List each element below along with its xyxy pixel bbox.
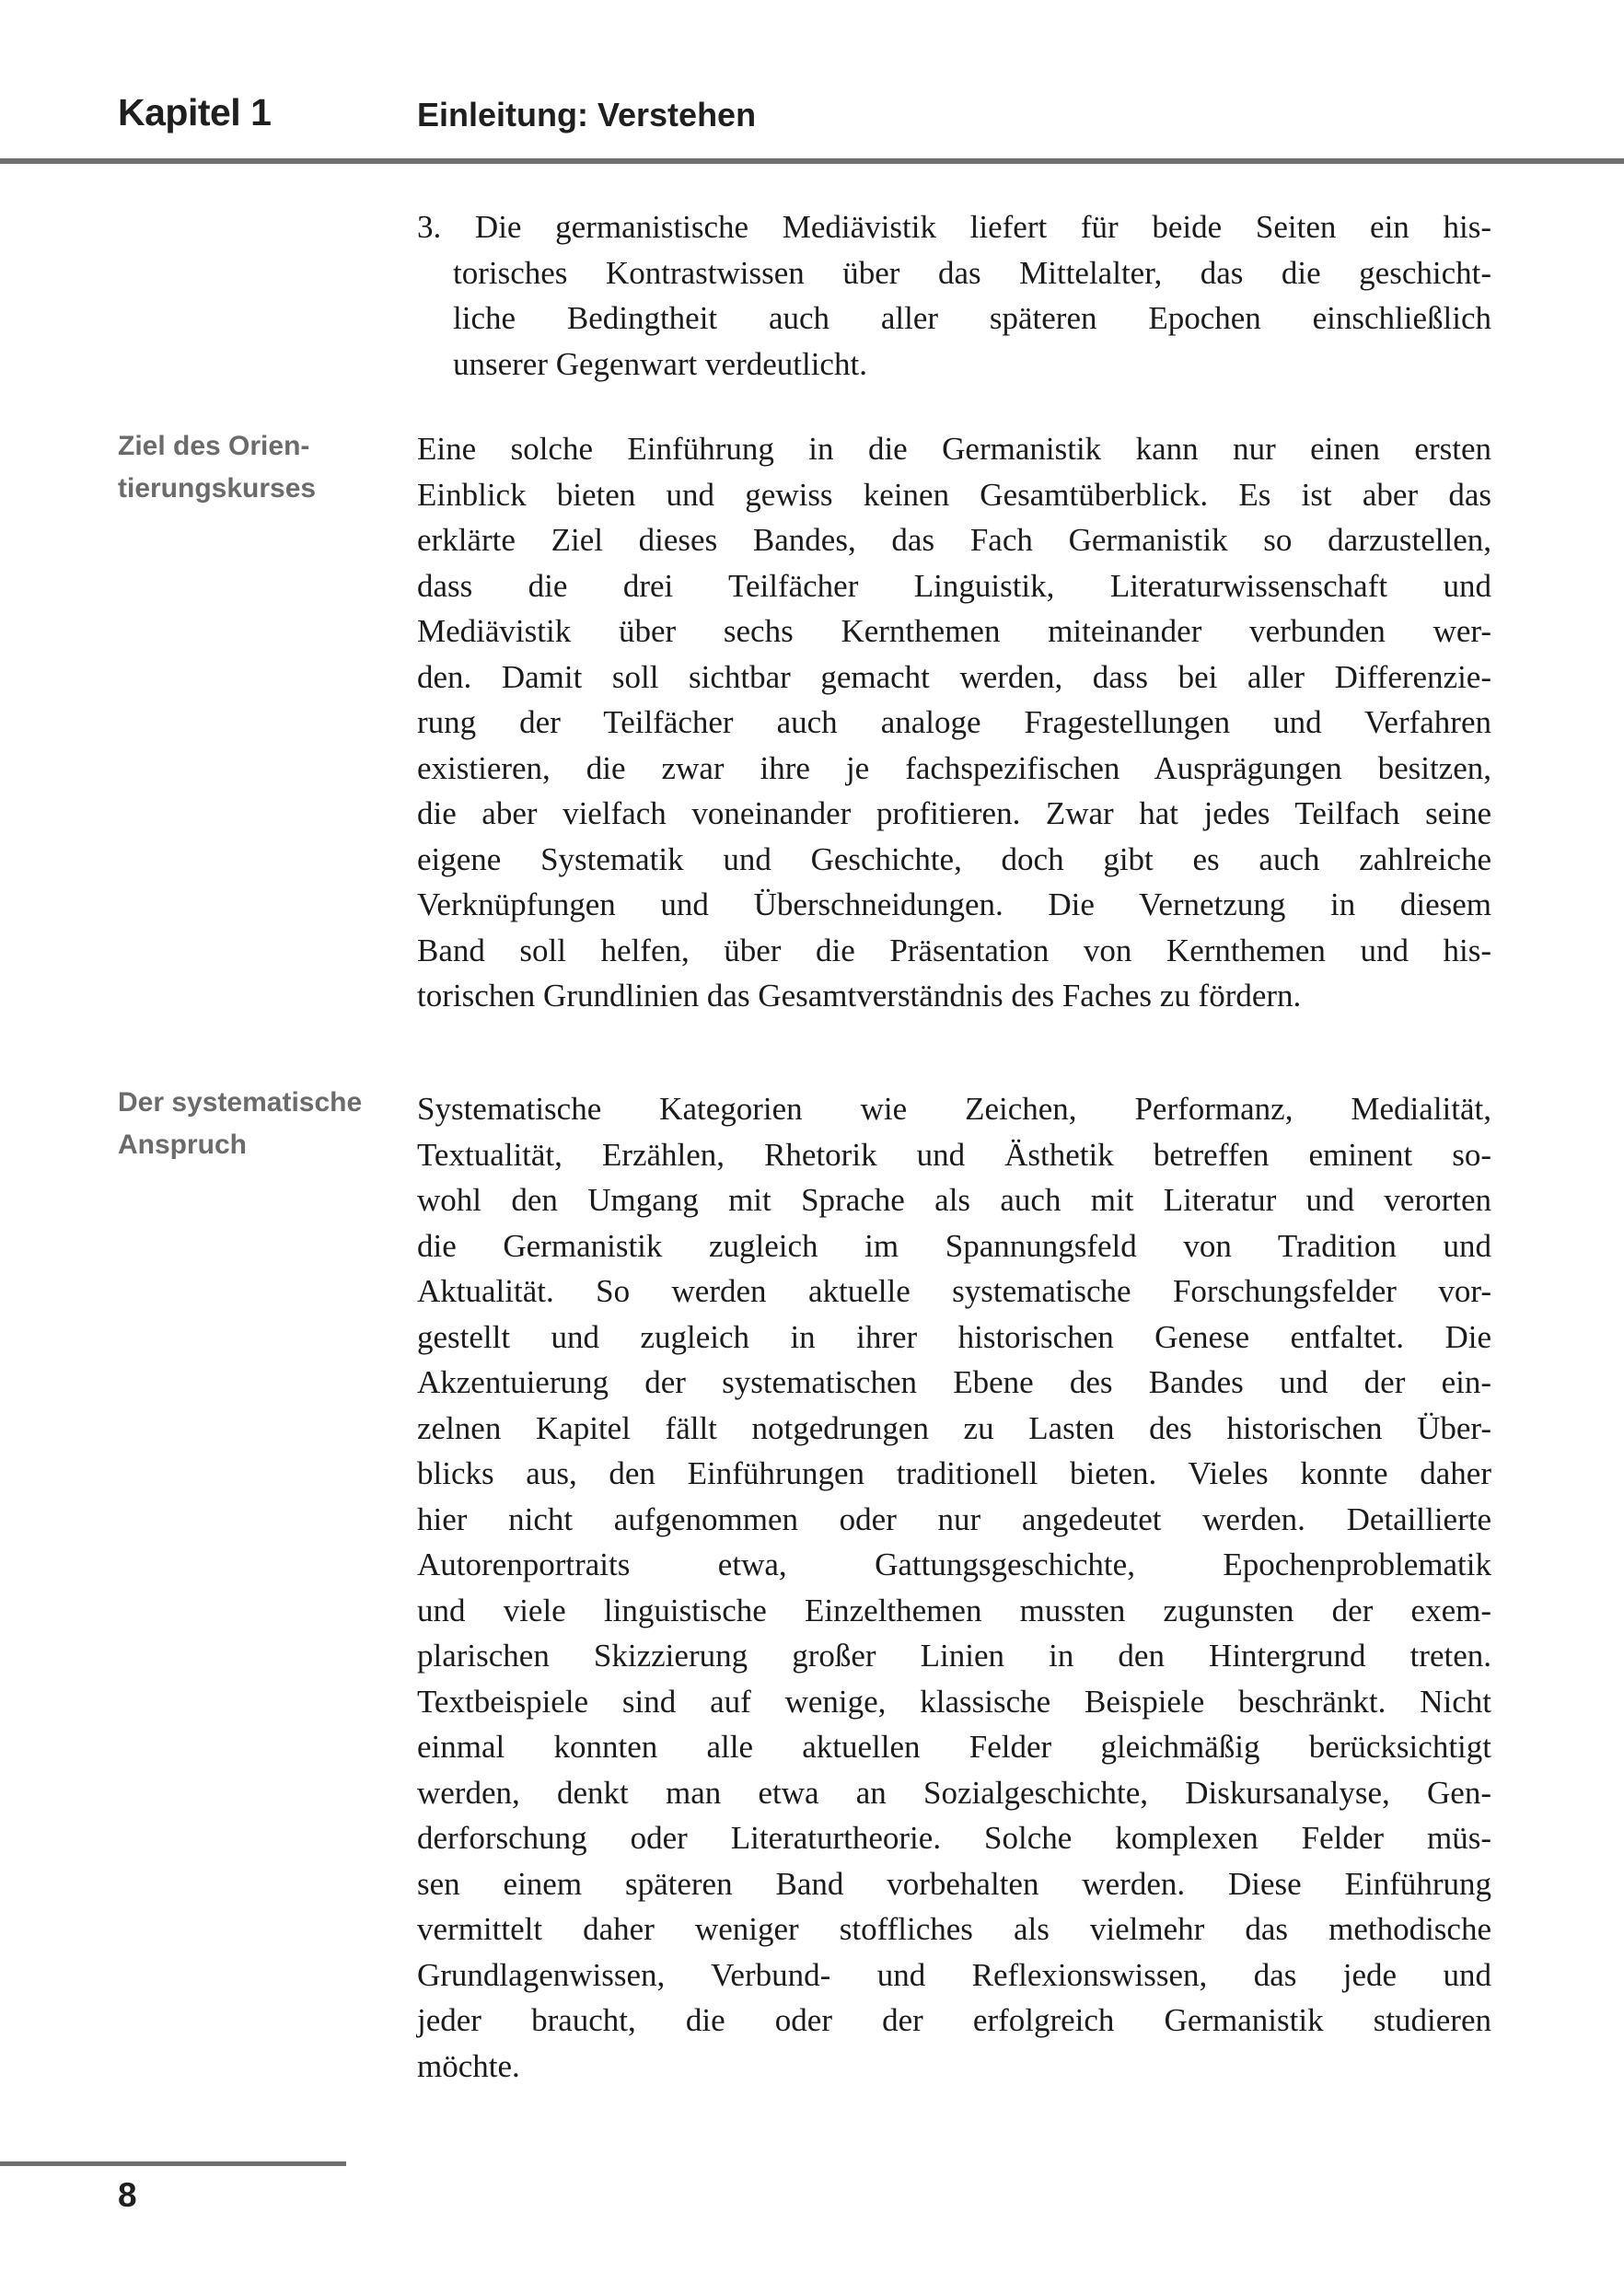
page-number: 8 xyxy=(118,2176,137,2214)
text-line: Anspruch xyxy=(118,1130,248,1160)
header-rule xyxy=(0,158,1624,164)
text-line: erklärte Ziel dieses Bandes, das Fach Germanistik so darzustellen, xyxy=(417,522,1491,558)
text-line: blicks aus, den Einführungen traditionell bieten. Vieles konnte daher xyxy=(417,1455,1491,1491)
text-line: rung der Teilfächer auch analoge Fragestellungen und Verfahren xyxy=(417,704,1491,740)
footer-rule xyxy=(0,2161,346,2166)
text-line: die aber vielfach voneinander profitieren. Zwar hat jedes Teilfach seine xyxy=(417,795,1491,831)
text-line: unserer Gegenwart verdeutlicht. xyxy=(453,345,867,382)
text-line: Der systematische xyxy=(118,1087,363,1118)
text-line: Verknüpfungen und Überschneidungen. Die Vernetzung in diesem xyxy=(417,886,1491,922)
text-line: plarischen Skizzierung großer Linien in den Hintergrund treten. xyxy=(417,1638,1491,1674)
text-line: hier nicht aufgenommen oder nur angedeutet werden. Detaillierte xyxy=(417,1500,1491,1537)
text-line: Textbeispiele sind auf wenige, klassische Beispiele beschränkt. Nicht xyxy=(417,1683,1491,1720)
text-line: torisches Kontrastwissen über das Mittelalter, das die geschicht- xyxy=(453,254,1491,291)
text-line: Ziel des Orien- xyxy=(118,431,310,461)
text-line: sen einem späteren Band vorbehalten werden. Diese Einführung xyxy=(417,1865,1491,1902)
text-line: die Germanistik zugleich im Spannungsfeld von Tradition und xyxy=(417,1227,1491,1264)
text-line: derforschung oder Literaturtheorie. Solche komplexen Felder müs- xyxy=(417,1820,1491,1856)
numbered-list-item-3 xyxy=(417,204,1491,387)
text-line: dass die drei Teilfächer Linguistik, Literaturwissenschaft und xyxy=(417,567,1491,604)
text-line: Autorenportraits etwa, Gattungsgeschichte, Epochenproblematik xyxy=(417,1547,1491,1582)
text-line: den. Damit soll sichtbar gemacht werden, dass bei aller Differenzie- xyxy=(417,658,1491,695)
text-line: Band soll helfen, über die Präsentation von Kernthemen und his- xyxy=(417,932,1491,968)
margin-note-der-systematische-anspruch xyxy=(118,1082,399,1166)
text-line: 3. Die germanistische Mediävistik liefert für beide Seiten ein his- xyxy=(417,209,1491,245)
text-line: Mediävistik über sechs Kernthemen miteinander verbunden wer- xyxy=(417,613,1491,649)
text-line: werden, denkt man etwa an Sozialgeschichte, Diskursanalyse, Gen- xyxy=(417,1774,1491,1811)
paragraph-systematische-kategorien xyxy=(417,1086,1491,2089)
text-line: und viele linguistische Einzelthemen mussten zugunsten der exem- xyxy=(417,1592,1491,1628)
text-line: Einblick bieten und gewiss keinen Gesamtüberblick. Es ist aber das xyxy=(417,476,1491,513)
text-line: existieren, die zwar ihre je fachspezifischen Ausprägungen besitzen, xyxy=(417,749,1491,786)
text-line: liche Bedingtheit auch aller späteren Epochen einschließlich xyxy=(453,300,1491,336)
text-line: Akzentuierung der systematischen Ebene des Bandes und der ein- xyxy=(417,1364,1491,1400)
text-line: einmal konnten alle aktuellen Felder gleichmäßig berücksichtigt xyxy=(417,1729,1491,1765)
text-line: gestellt und zugleich in ihrer historischen Genese entfaltet. Die xyxy=(417,1318,1491,1355)
text-line: jeder braucht, die oder der erfolgreich Germanistik studieren xyxy=(417,2002,1491,2038)
margin-note-ziel-des-orientierungskurses xyxy=(118,425,399,510)
text-line: zelnen Kapitel fällt notgedrungen zu Lasten des historischen Über- xyxy=(417,1409,1491,1446)
paragraph-einfuehrung xyxy=(417,426,1491,1019)
text-line: möchte. xyxy=(417,2047,520,2084)
text-line: Eine solche Einführung in die Germanistik kann nur einen ersten xyxy=(417,431,1491,467)
text-line: vermittelt daher weniger stoffliches als vielmehr das methodische xyxy=(417,1911,1491,1947)
text-line: Textualität, Erzählen, Rhetorik und Ästhetik betreffen eminent so- xyxy=(417,1136,1491,1173)
text-line: Grundlagenwissen, Verbund- und Reflexionswissen, das jede und xyxy=(417,1956,1491,1993)
text-line: torischen Grundlinien das Gesamtverständnis des Faches zu fördern. xyxy=(417,978,1302,1014)
chapter-label: Kapitel 1 xyxy=(118,91,272,133)
text-line: Aktualität. So werden aktuelle systematische Forschungsfelder vor- xyxy=(417,1273,1491,1309)
text-line: Systematische Kategorien wie Zeichen, Performanz, Medialität, xyxy=(417,1091,1491,1127)
text-line: tierungskurses xyxy=(118,473,317,504)
text-line: eigene Systematik und Geschichte, doch gibt es auch zahlreiche xyxy=(417,840,1491,877)
chapter-title: Einleitung: Verstehen xyxy=(417,96,757,133)
text-line: wohl den Umgang mit Sprache als auch mit Literatur und verorten xyxy=(417,1182,1491,1218)
